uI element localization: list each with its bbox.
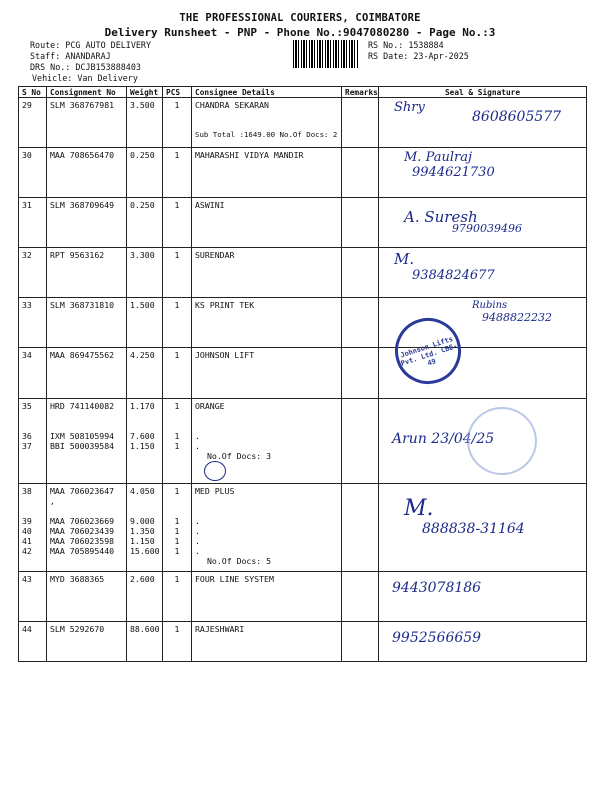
sno: 44: [19, 621, 47, 661]
phone-handwritten: 9952566659: [392, 629, 482, 646]
sno: 35: [19, 399, 47, 429]
sno: 43: [19, 571, 47, 621]
faint-seal: [467, 407, 537, 475]
weight: 2.600: [127, 571, 163, 621]
consignment-no: MAA 706023439: [50, 525, 115, 536]
sno: 33: [19, 298, 47, 348]
consignment-no: MAA 705895440: [50, 545, 115, 556]
consignee-name: ASWINI: [192, 198, 342, 248]
consignment-no: MYD 3688365: [47, 571, 127, 621]
signature: M.: [404, 495, 434, 521]
signature: Shry: [394, 100, 425, 115]
consignee-name: JOHNSON LIFT: [192, 348, 342, 399]
col-signature: Seal & Signature: [379, 87, 587, 98]
signature: Arun 23/04/25: [392, 430, 495, 447]
phone-handwritten: 9790039496: [452, 222, 522, 235]
consignee-name: KS PRINT TEK: [192, 298, 342, 348]
consignment-no: BBI 500039584: [50, 440, 115, 451]
sno: 41: [22, 535, 32, 546]
sno: 37: [22, 440, 32, 451]
col-sno: S No: [19, 87, 47, 98]
sno: 38: [22, 485, 32, 496]
consignee-name: SURENDAR: [192, 248, 342, 298]
seal-text: Johnson Lifts Pvt. Ltd. CBE-49: [399, 334, 459, 368]
barcode-image: [293, 40, 359, 68]
consignment-no: MAA 706023647: [50, 485, 115, 496]
drs-number: DRS No.: DCJB153888403: [30, 62, 141, 72]
document-title: THE PROFESSIONAL COURIERS, COIMBATORE: [179, 12, 421, 24]
docs-note: No.Of Docs: 5: [207, 555, 272, 566]
pcs: 1: [174, 535, 180, 546]
pcs: 1: [163, 148, 192, 198]
consignment-no: MAA 869475562: [47, 348, 127, 399]
col-remarks: Remarks: [342, 87, 379, 98]
weight: 4.250: [127, 348, 163, 399]
pcs: 1: [174, 515, 180, 526]
weight: 7.600: [130, 430, 155, 441]
table-row-group: 36 37 IXM 508105994 BBI 500039584 7.600 1.150 1 1 . . No.Of Docs: 3 Arun 23/04/25: [19, 429, 587, 484]
pcs: 1: [174, 440, 180, 451]
consignee-name: RAJESHWARI: [192, 621, 342, 661]
table-header: [19, 87, 587, 98]
consignment-no: MAA 706023669: [50, 515, 115, 526]
pcs: 1: [163, 399, 192, 429]
vehicle-label: Vehicle: Van Delivery: [32, 73, 138, 83]
weight: 3.300: [127, 248, 163, 298]
document-subtitle: Delivery Runsheet - PNP - Phone No.:9047080280 - Page No.:3: [104, 26, 496, 39]
consignment-no: SLM 368709649: [47, 198, 127, 248]
pcs: 1: [174, 545, 180, 556]
runsheet-table: [18, 86, 587, 662]
consignment-no: RPT 9563162: [47, 248, 127, 298]
weight: 1.150: [130, 535, 155, 546]
table-row: [19, 198, 587, 248]
weight: 9.000: [130, 515, 155, 526]
weight: 3.500: [127, 98, 163, 148]
table-row: [19, 348, 587, 399]
table-row-group: 38 39 40 41 42 MAA 706023647 , MAA 706023669 MAA 706023439 MAA 706023598 MAA 705895440 4.050 9.000 1.350 1.150 15.600 1 1 1 1 1 MED PLUS . . . . No.Of Docs: 5 M. 888838-31164: [19, 483, 587, 571]
circle-mark: [204, 461, 226, 481]
pcs: 1: [163, 348, 192, 399]
phone-handwritten: 8608605577: [472, 109, 562, 125]
sno: 40: [22, 525, 32, 536]
pcs: 1: [174, 525, 180, 536]
sno: 36: [22, 430, 32, 441]
route-label: Route: PCG AUTO DELIVERY: [30, 40, 152, 50]
sno: 29: [19, 98, 47, 148]
consignment-no: IXM 508105994: [50, 430, 115, 441]
pcs: 1: [163, 198, 192, 248]
weight: 1.150: [130, 440, 155, 451]
pcs: 1: [163, 621, 192, 661]
weight: 88.600: [127, 621, 163, 661]
weight: 4.050: [130, 485, 155, 496]
phone-handwritten: 9443078186: [392, 579, 482, 596]
sno: 30: [19, 148, 47, 198]
sno: 39: [22, 515, 32, 526]
sub-total-note: Sub Total :1649.00 No.Of Docs: 2: [195, 130, 338, 139]
pcs: 1: [163, 98, 192, 148]
consignee-name: ORANGE: [192, 399, 342, 429]
pcs: 1: [163, 248, 192, 298]
table-row: [19, 98, 587, 148]
phone-handwritten: 9384824677: [412, 268, 495, 283]
weight: 0.250: [127, 198, 163, 248]
consignment-no: SLM 5292670: [47, 621, 127, 661]
col-consignee: Consignee Details: [192, 87, 342, 98]
consignee-name: MED PLUS: [195, 485, 235, 496]
signature: Rubins: [472, 300, 508, 311]
consignment-no: MAA 708656470: [47, 148, 127, 198]
signature: A. Suresh: [404, 208, 478, 226]
table-row: [19, 148, 587, 198]
phone-handwritten: 9488822232: [482, 311, 552, 324]
pcs: 1: [174, 485, 180, 496]
weight: 1.170: [127, 399, 163, 429]
phone-handwritten: 9944621730: [412, 165, 495, 180]
pcs: 1: [174, 430, 180, 441]
table-row: [19, 248, 587, 298]
phone-handwritten: 888838-31164: [422, 520, 525, 537]
signature: M.: [394, 250, 415, 268]
pcs: 1: [163, 571, 192, 621]
table-row: [19, 621, 587, 661]
consignment-no: HRD 741140082: [47, 399, 127, 429]
col-weight: Weight: [127, 87, 163, 98]
docs-note: No.Of Docs: 3: [207, 450, 272, 461]
consignee-name: FOUR LINE SYSTEM: [192, 571, 342, 621]
rs-date: RS Date: 23-Apr-2025: [368, 51, 469, 61]
consignee-name: CHANDRA SEKARAN: [195, 100, 269, 110]
sno: 34: [19, 348, 47, 399]
pcs: 1: [163, 298, 192, 348]
consignment-no: SLM 368767981: [47, 98, 127, 148]
sno: 42: [22, 545, 32, 556]
col-consignment: Consignment No: [47, 87, 127, 98]
rs-number: RS No.: 1538884: [368, 40, 444, 50]
weight: 0.250: [127, 148, 163, 198]
weight: 1.350: [130, 525, 155, 536]
weight: 15.600: [130, 545, 160, 556]
weight: 1.500: [127, 298, 163, 348]
staff-label: Staff: ANANDARAJ: [30, 51, 111, 61]
table-row: [19, 571, 587, 621]
consignment-no: MAA 706023598: [50, 535, 115, 546]
sno: 32: [19, 248, 47, 298]
col-pcs: PCS: [163, 87, 192, 98]
consignee-name: MAHARASHI VIDYA MANDIR: [192, 148, 342, 198]
signature: M. Paulraj: [404, 150, 473, 165]
consignment-no: SLM 368731810: [47, 298, 127, 348]
sno: 31: [19, 198, 47, 248]
table-row: [19, 298, 587, 348]
